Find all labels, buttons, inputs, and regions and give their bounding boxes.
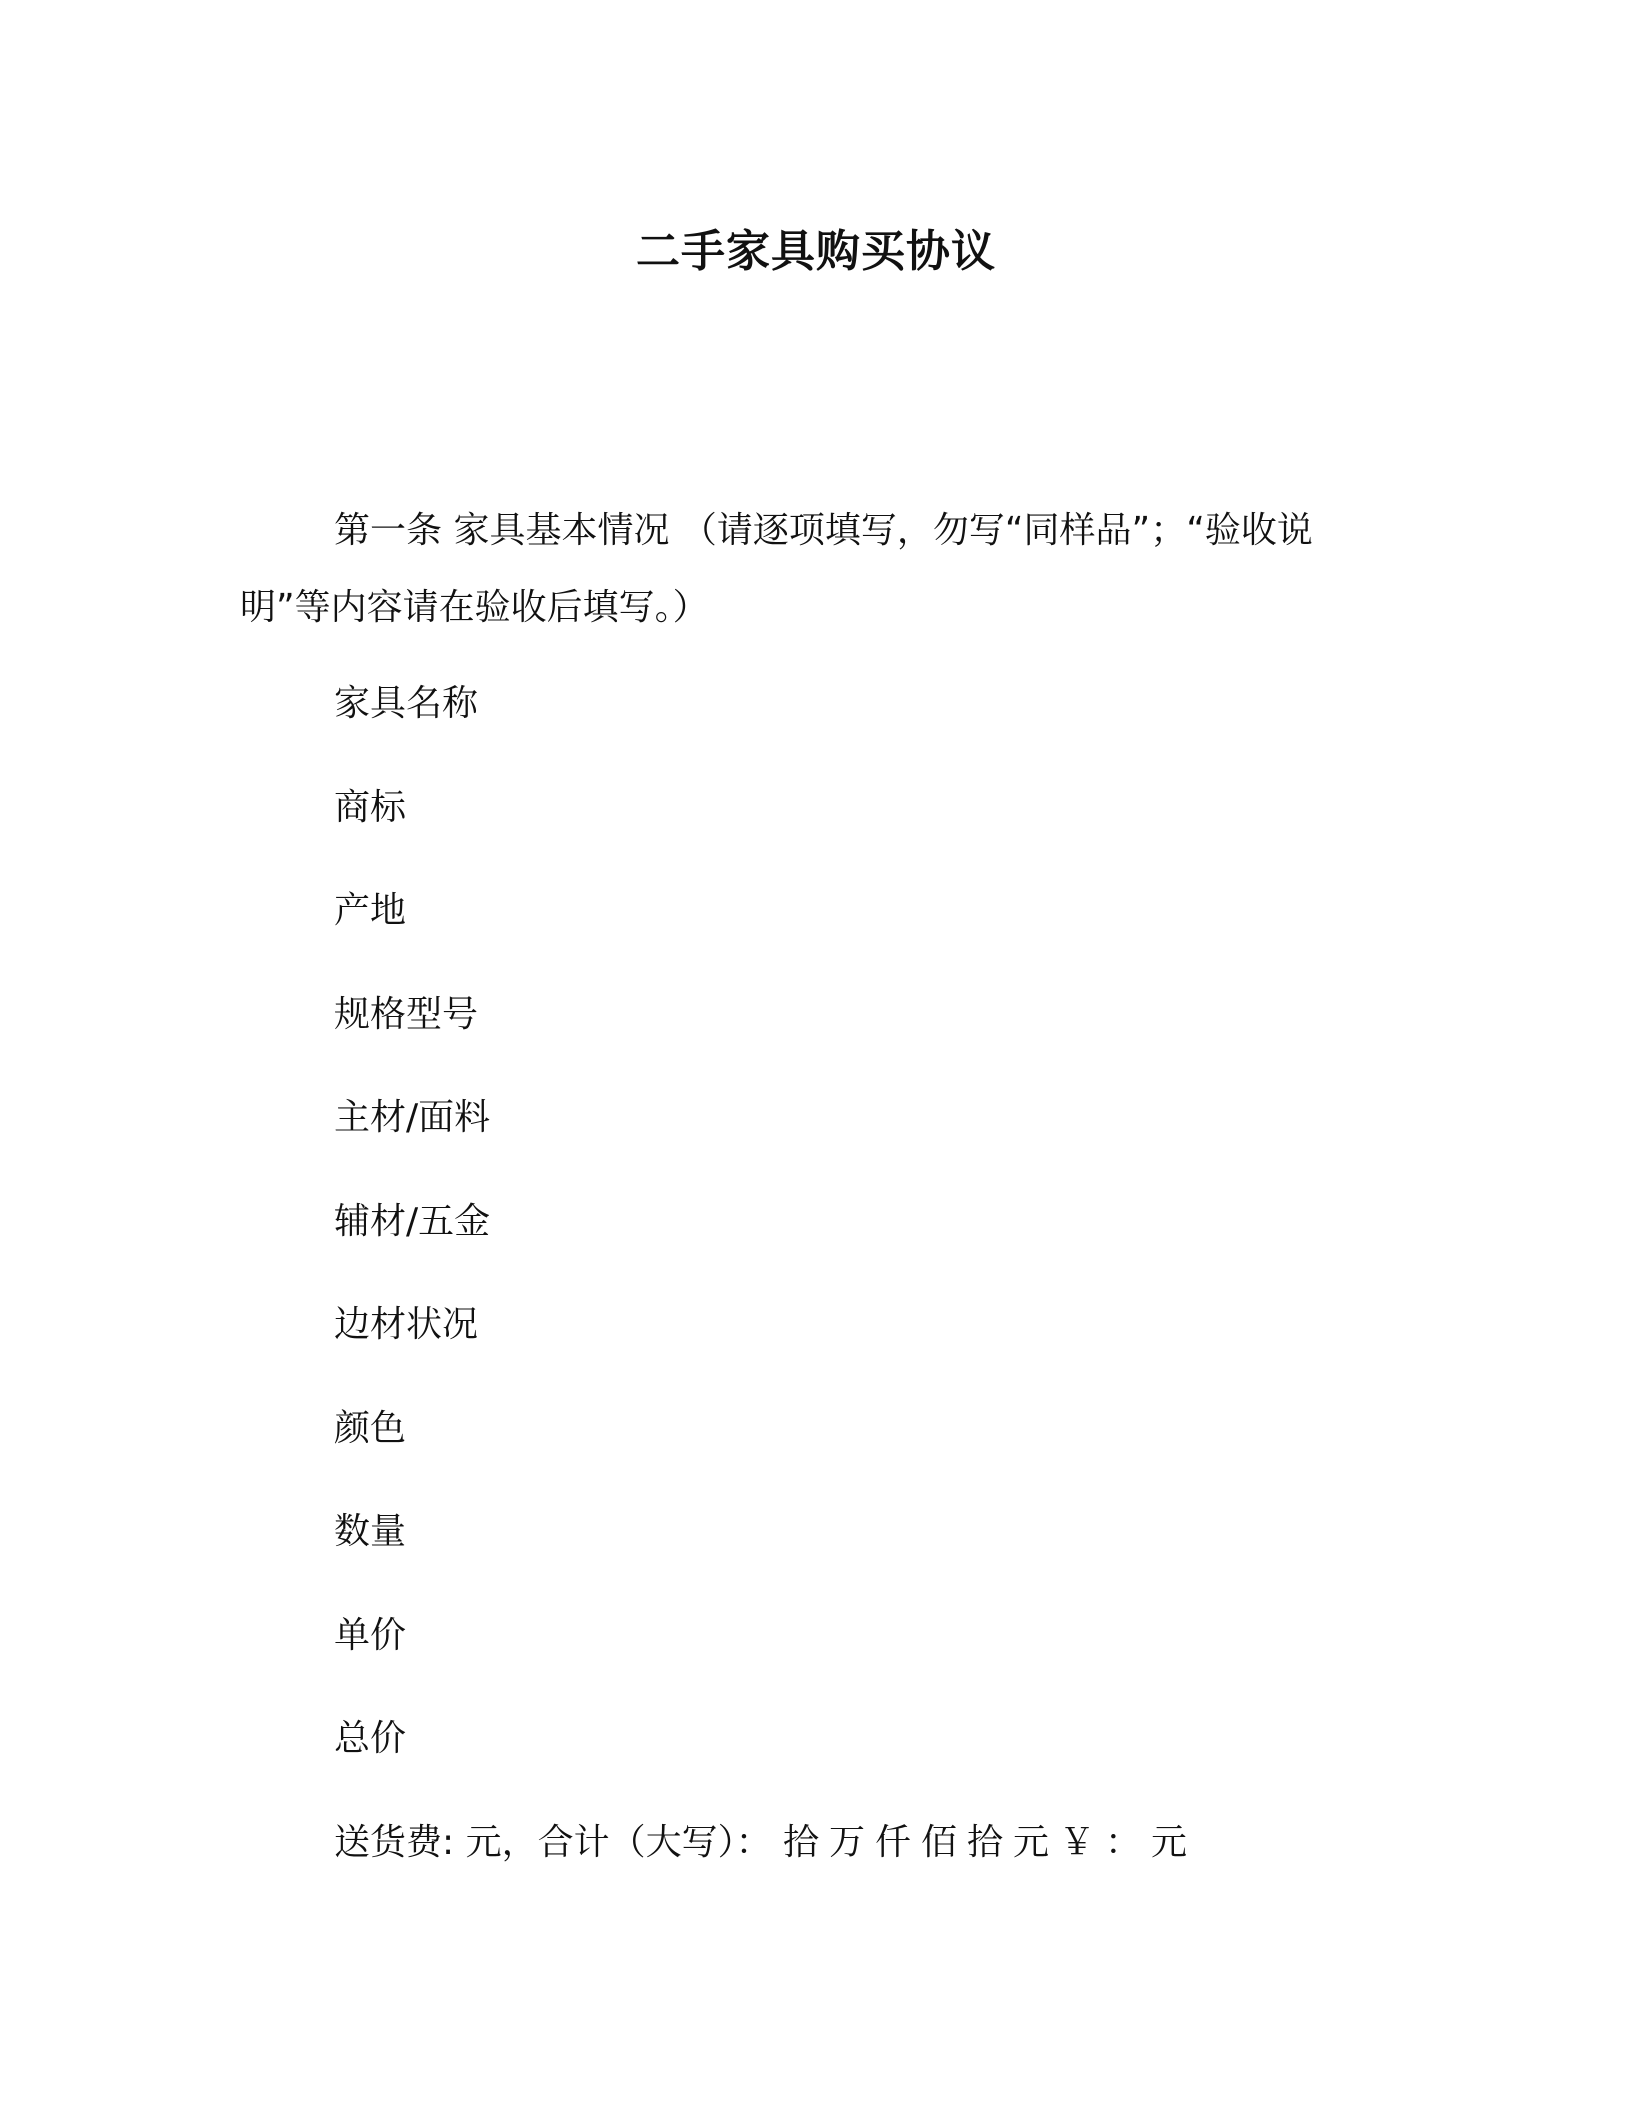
field-total-price: 总价 bbox=[334, 1718, 407, 1759]
article-1-paragraph bbox=[240, 492, 1360, 646]
delivery-fee-amounts: 拾万仟佰拾元￥：元 bbox=[783, 1822, 1198, 1863]
field-model: 规格型号 bbox=[334, 993, 479, 1035]
field-edge-condition: 边材状况 bbox=[334, 1304, 479, 1345]
field-furniture-name: 家具名称 bbox=[334, 683, 479, 724]
delivery-fee-line bbox=[334, 1807, 1334, 1879]
field-origin: 产地 bbox=[334, 890, 407, 931]
article-1-heading: 第一条 家具基本情况 bbox=[334, 510, 670, 551]
article-1-note: （请逐项填写，勿写“同样品”；“验收说明”等内容请在验收后填写。） bbox=[240, 510, 1313, 628]
field-unit-price: 单价 bbox=[334, 1614, 407, 1656]
field-trademark: 商标 bbox=[334, 786, 407, 828]
field-color: 颜色 bbox=[334, 1407, 407, 1449]
delivery-fee-lead: 送货费: 元，合计（大写）： bbox=[334, 1822, 772, 1863]
furniture-field-list bbox=[334, 668, 1334, 1807]
field-quantity: 数量 bbox=[334, 1511, 407, 1552]
field-hardware: 辅材/五金 bbox=[334, 1200, 491, 1242]
field-main-material: 主材/面料 bbox=[334, 1097, 491, 1138]
document-title: 二手家具购买协议 bbox=[636, 226, 996, 277]
